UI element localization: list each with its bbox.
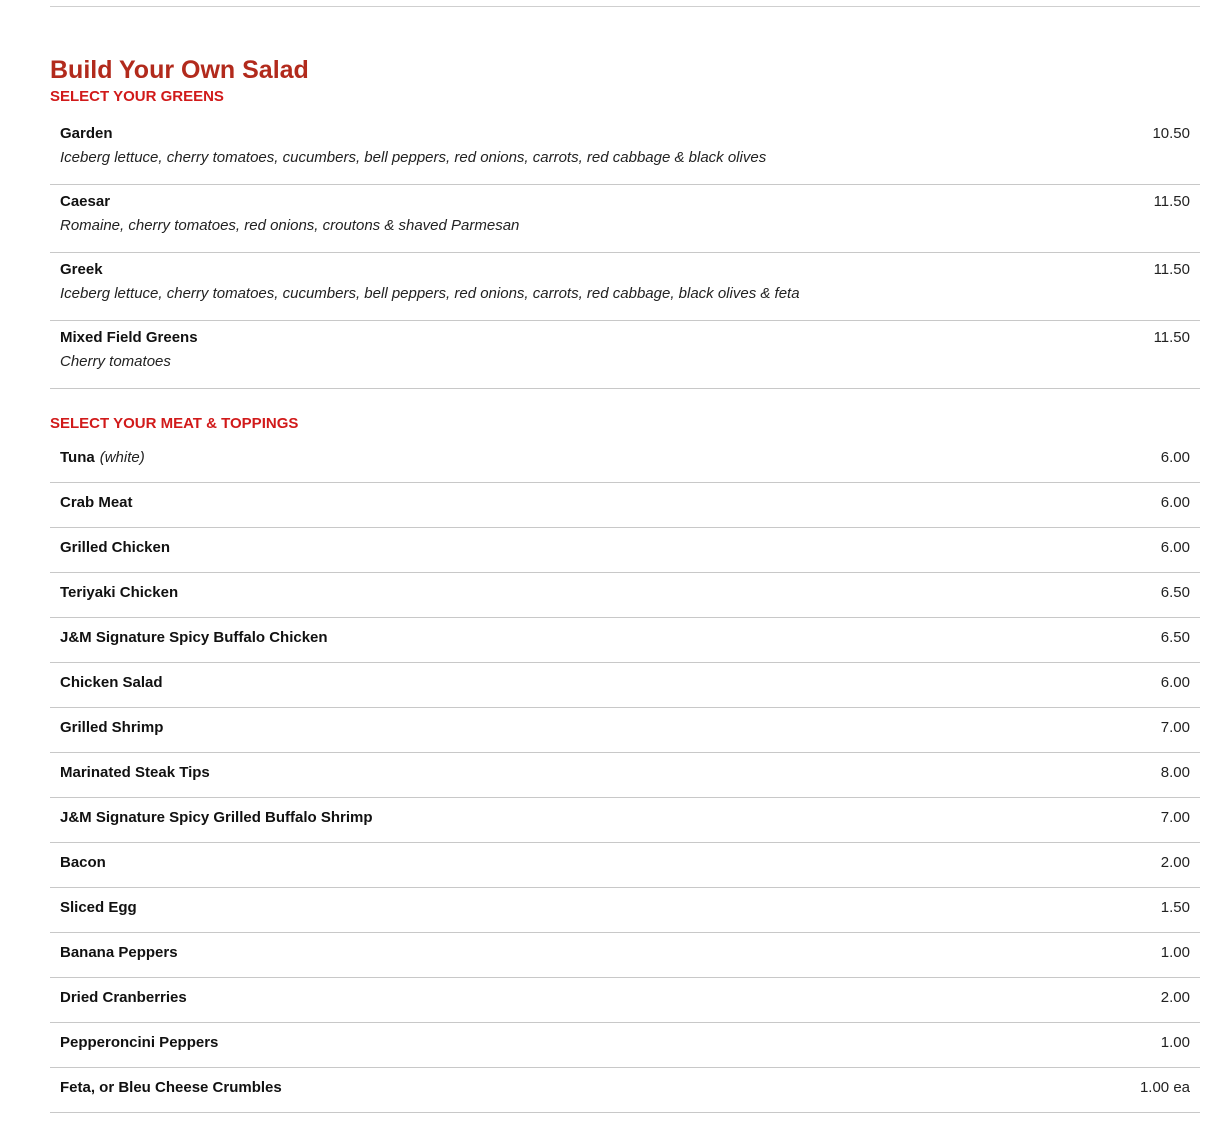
item-price: 2.00	[1160, 989, 1190, 1006]
item-price: 8.00	[1160, 764, 1190, 781]
menu-item-dried-cranberries	[50, 978, 1200, 1023]
menu-item-teriyaki-chicken	[50, 573, 1200, 618]
item-price: 6.00	[1160, 674, 1190, 691]
item-name: Banana Peppers	[60, 944, 178, 961]
item-price: 11.50	[1153, 329, 1190, 346]
item-price: 10.50	[1152, 125, 1190, 142]
menu-item-sliced-egg	[50, 888, 1200, 933]
item-name: Bacon	[60, 854, 106, 871]
menu-item-banana-peppers	[50, 933, 1200, 978]
item-note: (white)	[99, 449, 145, 466]
item-price: 7.00	[1160, 719, 1190, 736]
item-name: Grilled Chicken	[60, 539, 171, 556]
menu-item-pepperoncini-peppers	[50, 1023, 1200, 1068]
item-price: 1.50	[1160, 899, 1190, 916]
menu-item-garden	[50, 117, 1200, 185]
section-title: Build Your Own Salad	[50, 56, 309, 84]
item-description: Iceberg lettuce, cherry tomatoes, cucumbers, bell peppers, red onions, carrots, red cabbage & black olives	[60, 149, 767, 166]
item-name: Greek	[60, 261, 103, 278]
item-name: Crab Meat	[60, 494, 133, 511]
item-price: 6.00	[1160, 539, 1190, 556]
menu-item-greek	[50, 253, 1200, 321]
menu-item-spicy-buffalo-chicken	[50, 618, 1200, 663]
item-price: 11.50	[1153, 193, 1190, 210]
item-name: Marinated Steak Tips	[60, 764, 210, 781]
item-name: Garden	[60, 125, 113, 142]
item-name: Feta, or Bleu Cheese Crumbles	[60, 1079, 282, 1096]
item-price: 6.50	[1160, 584, 1190, 601]
item-price: 6.50	[1160, 629, 1190, 646]
menu-item-cheese-crumbles	[50, 1068, 1200, 1113]
item-name: Mixed Field Greens	[60, 329, 198, 346]
item-name: Tuna	[60, 449, 95, 466]
item-name: J&M Signature Spicy Buffalo Chicken	[60, 629, 328, 646]
menu-item-chicken-salad	[50, 663, 1200, 708]
item-name: Teriyaki Chicken	[60, 584, 179, 601]
menu-item-mixed-field-greens	[50, 321, 1200, 389]
item-name: Grilled Shrimp	[60, 719, 164, 736]
item-name: Chicken Salad	[60, 674, 163, 691]
item-price: 1.00 ea	[1139, 1079, 1190, 1096]
menu-item-grilled-chicken	[50, 528, 1200, 573]
item-price: 7.00	[1160, 809, 1190, 826]
menu-item-bacon	[50, 843, 1200, 888]
item-name: Sliced Egg	[60, 899, 137, 916]
menu-item-marinated-steak-tips	[50, 753, 1200, 798]
item-price: 11.50	[1153, 261, 1190, 278]
item-name: Dried Cranberries	[60, 989, 187, 1006]
menu-item-tuna	[50, 438, 1200, 483]
menu-item-grilled-shrimp	[50, 708, 1200, 753]
item-price: 2.00	[1160, 854, 1190, 871]
toppings-group-title: SELECT YOUR MEAT & TOPPINGS	[50, 415, 299, 432]
greens-group-title: SELECT YOUR GREENS	[50, 88, 224, 105]
toppings-list	[50, 438, 1200, 1113]
item-name: J&M Signature Spicy Grilled Buffalo Shrimp	[60, 809, 373, 826]
item-price: 1.00	[1160, 1034, 1190, 1051]
top-divider	[50, 6, 1200, 7]
build-your-own-salad-section	[50, 54, 1200, 1113]
item-price: 6.00	[1160, 494, 1190, 511]
item-description: Romaine, cherry tomatoes, red onions, croutons & shaved Parmesan	[60, 217, 520, 234]
menu-item-crab-meat	[50, 483, 1200, 528]
item-name: Caesar	[60, 193, 111, 210]
item-price: 6.00	[1160, 449, 1190, 466]
greens-list	[50, 117, 1200, 389]
menu-item-caesar	[50, 185, 1200, 253]
item-description: Cherry tomatoes	[60, 353, 171, 370]
menu-item-spicy-grilled-buffalo-shrimp	[50, 798, 1200, 843]
item-description: Iceberg lettuce, cherry tomatoes, cucumbers, bell peppers, red onions, carrots, red cabbage, black olives & feta	[60, 285, 800, 302]
item-name: Pepperoncini Peppers	[60, 1034, 219, 1051]
item-price: 1.00	[1160, 944, 1190, 961]
